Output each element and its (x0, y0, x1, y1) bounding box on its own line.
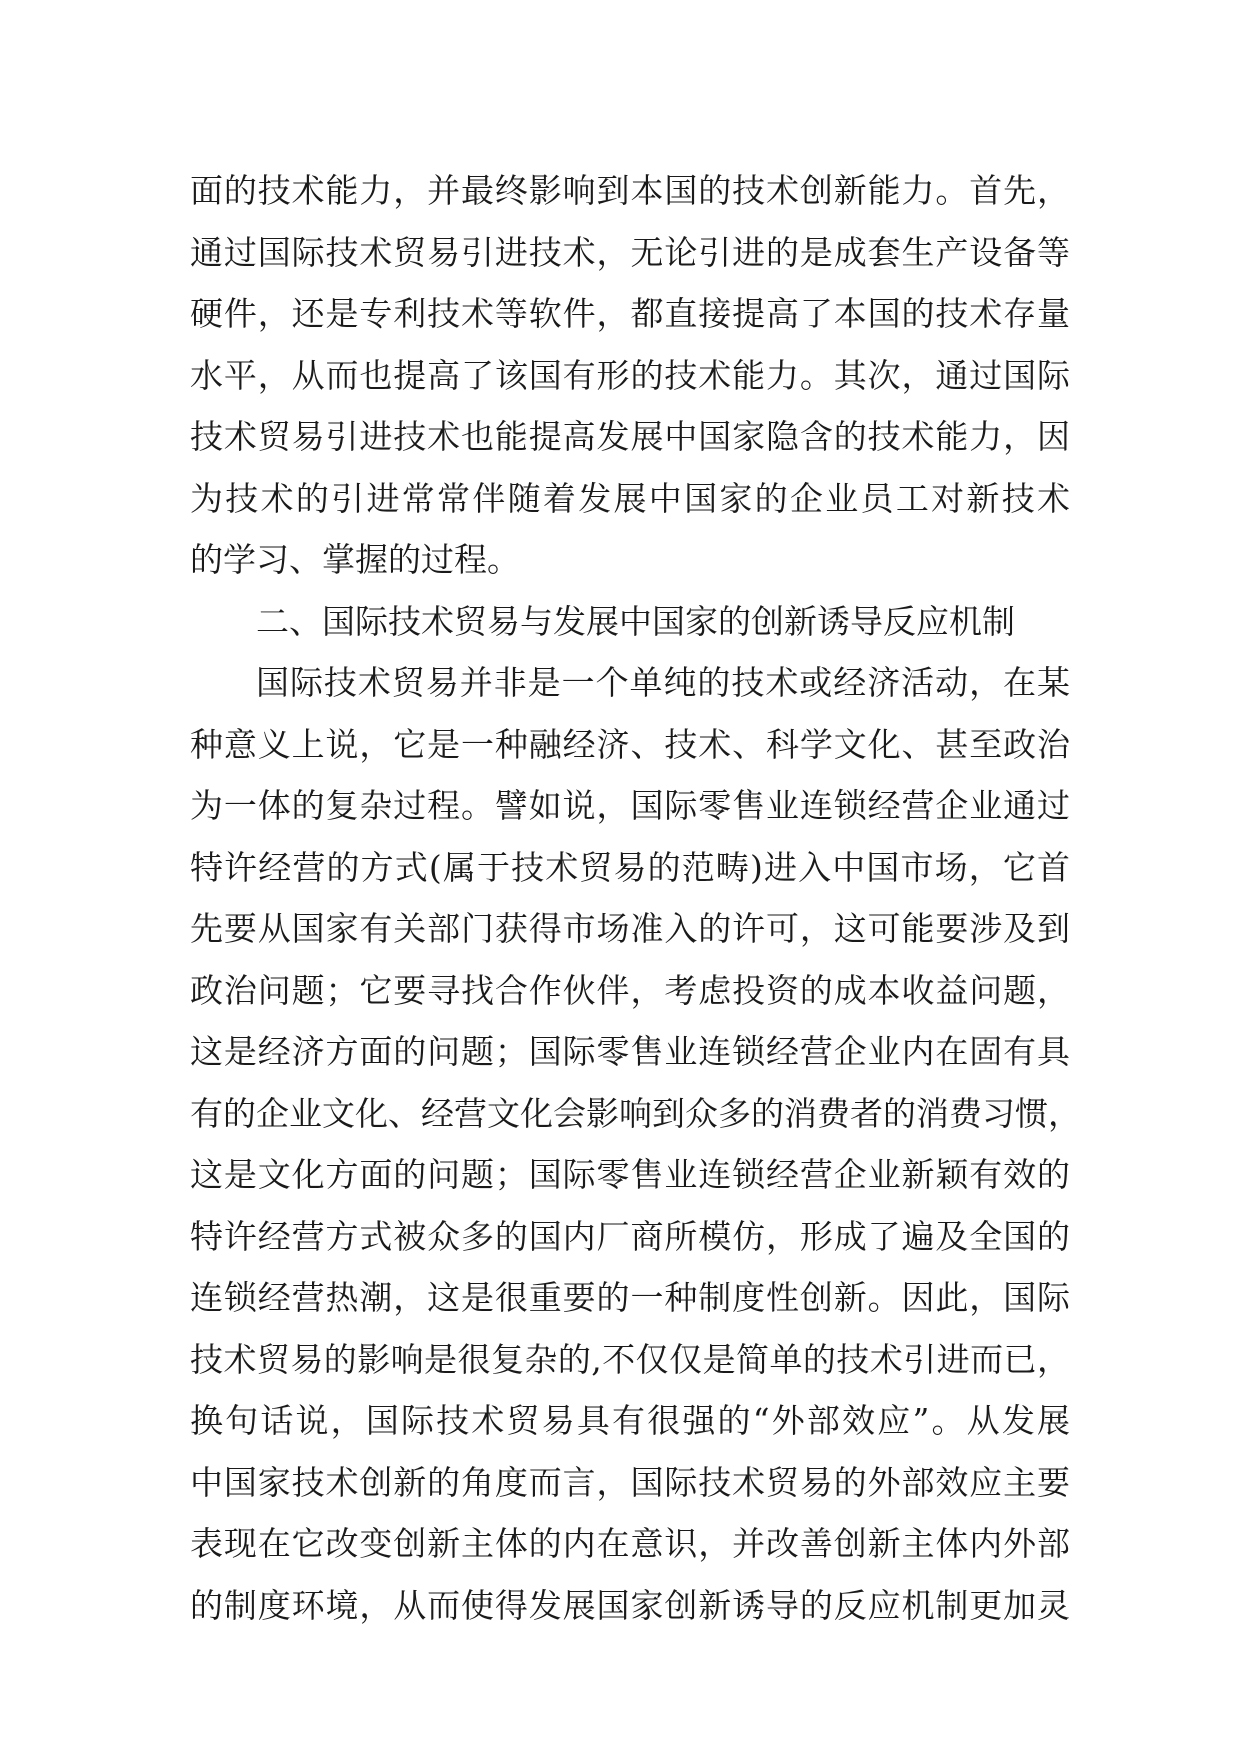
text-line: 的学习、掌握的过程。 (190, 540, 520, 579)
section-heading: 二、国际技术贸易与发展中国家的创新诱导反应机制 (256, 601, 1015, 641)
text-line: 连锁经营热潮，这是很重要的一种制度性创新。因此，国际 (190, 1278, 1070, 1317)
text-line: 特许经营的方式(属于技术贸易的范畴)进入中国市场，它首 (190, 847, 1070, 887)
text-line: 换句话说，国际技术贸易具有很强的“外部效应”。从发展 (190, 1401, 1070, 1440)
text-line: 硬件，还是专利技术等软件，都直接提高了本国的技术存量 (190, 294, 1070, 333)
text-line: 这是经济方面的问题；国际零售业连锁经营企业内在固有具 (190, 1032, 1070, 1071)
paragraph-continued (190, 160, 1070, 591)
text-line: 这是文化方面的问题；国际零售业连锁经营企业新颖有效的 (190, 1155, 1070, 1194)
text-line: 有的企业文化、经营文化会影响到众多的消费者的消费习惯， (190, 1093, 1081, 1133)
text-line: 政治问题；它要寻找合作伙伴，考虑投资的成本收益问题， (190, 970, 1070, 1010)
text-line: 表现在它改变创新主体的内在意识，并改善创新主体内外部 (190, 1524, 1070, 1563)
text-line: 通过国际技术贸易引进技术，无论引进的是成套生产设备等 (190, 232, 1070, 272)
document-body (190, 160, 1081, 1636)
text-line: 为技术的引进常常伴随着发展中国家的企业员工对新技术 (190, 478, 1070, 518)
text-line: 先要从国家有关部门获得市场准入的许可，这可能要涉及到 (190, 909, 1070, 948)
text-line: 的制度环境，从而使得发展国家创新诱导的反应机制更加灵 (190, 1585, 1070, 1625)
paragraph-main (190, 652, 1081, 1636)
text-line: 特许经营方式被众多的国内厂商所模仿，形成了遍及全国的 (190, 1216, 1070, 1256)
text-line: 技术贸易的影响是很复杂的,不仅仅是简单的技术引进而已， (190, 1339, 1070, 1379)
text-line: 国际技术贸易并非是一个单纯的技术或经济活动，在某 (256, 663, 1070, 702)
text-line: 技术贸易引进技术也能提高发展中国家隐含的技术能力，因 (190, 417, 1070, 456)
text-line: 水平，从而也提高了该国有形的技术能力。其次，通过国际 (190, 355, 1070, 395)
text-line: 中国家技术创新的角度而言，国际技术贸易的外部效应主要 (190, 1462, 1070, 1502)
text-line: 为一体的复杂过程。譬如说，国际零售业连锁经营企业通过 (190, 786, 1070, 825)
text-line: 种意义上说，它是一种融经济、技术、科学文化、甚至政治 (190, 724, 1070, 764)
text-line: 面的技术能力，并最终影响到本国的技术创新能力。首先， (190, 171, 1070, 210)
